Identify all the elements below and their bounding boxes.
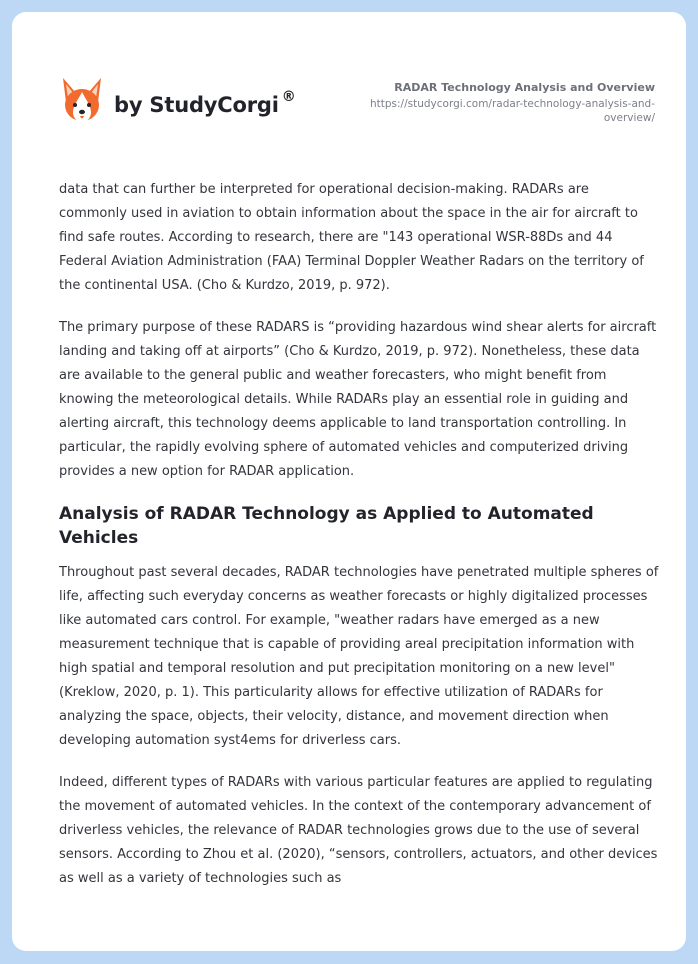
paragraph-1: data that can further be interpreted for operational decision-making. RADARs are commonly used in aviation to obtain information about the space in the air for aircraft to find safe routes. According to research, there are "143 operational WSR-88Ds and 44 Federal Aviation Administration (FAA) Terminal Doppler Weather Radars on the territory of the continental USA. (Cho & Kurdzo, 2019, p. 972). <box>59 182 644 293</box>
section-heading: Analysis of RADAR Technology as Applied to Automated Vehicles <box>59 504 594 548</box>
document-header <box>12 12 686 162</box>
document-meta <box>325 80 655 125</box>
brand-text: by StudyCorgi <box>114 93 279 117</box>
corgi-logo-icon[interactable] <box>60 76 104 126</box>
paragraph-2: The primary purpose of these RADARS is “providing hazardous wind shear alerts for aircraft landing and taking off at airports” (Cho & Kurdzo, 2019, p. 972). Nonetheless, these data are available to the general public and weather forecasters, who might benefit from knowing the meteorological details. While RADARs play an essential role in guiding and alerting aircraft, this technology deems applicable to land transportation controlling. In particular, the rapidly evolving sphere of automated vehicles and computerized driving provides a new option for RADAR application. <box>59 320 657 479</box>
document-body <box>59 178 659 909</box>
paragraph-4: Indeed, different types of RADARs with various particular features are applied to regulating the movement of automated vehicles. In the context of the contemporary advancement of driverless vehicles, the relevance of RADAR technologies grows due to the use of several sensors. According to Zhou et al. (2020), “sensors, controllers, actuators, and other devices as well as a variety of technologies such as <box>59 775 658 886</box>
brand-name[interactable] <box>114 89 296 117</box>
document-title: RADAR Technology Analysis and Overview <box>394 81 655 94</box>
document-url[interactable]: https://studycorgi.com/radar-technology-analysis-and-overview/ <box>369 98 655 124</box>
document-card <box>12 12 686 951</box>
registered-mark: ® <box>281 89 296 105</box>
paragraph-3: Throughout past several decades, RADAR technologies have penetrated multiple spheres of life, affecting such everyday concerns as weather forecasts or highly digitalized processes like automated cars control. For example, "weather radars have emerged as a new measurement technique that is capable of providing areal precipitation information with high spatial and temporal resolution and put precipitation monitoring on a new level" (Kreklow, 2020, p. 1). This particularity allows for effective utilization of RADARs for analyzing the space, objects, their velocity, distance, and movement direction when developing automation syst4ems for driverless cars. <box>59 565 659 748</box>
